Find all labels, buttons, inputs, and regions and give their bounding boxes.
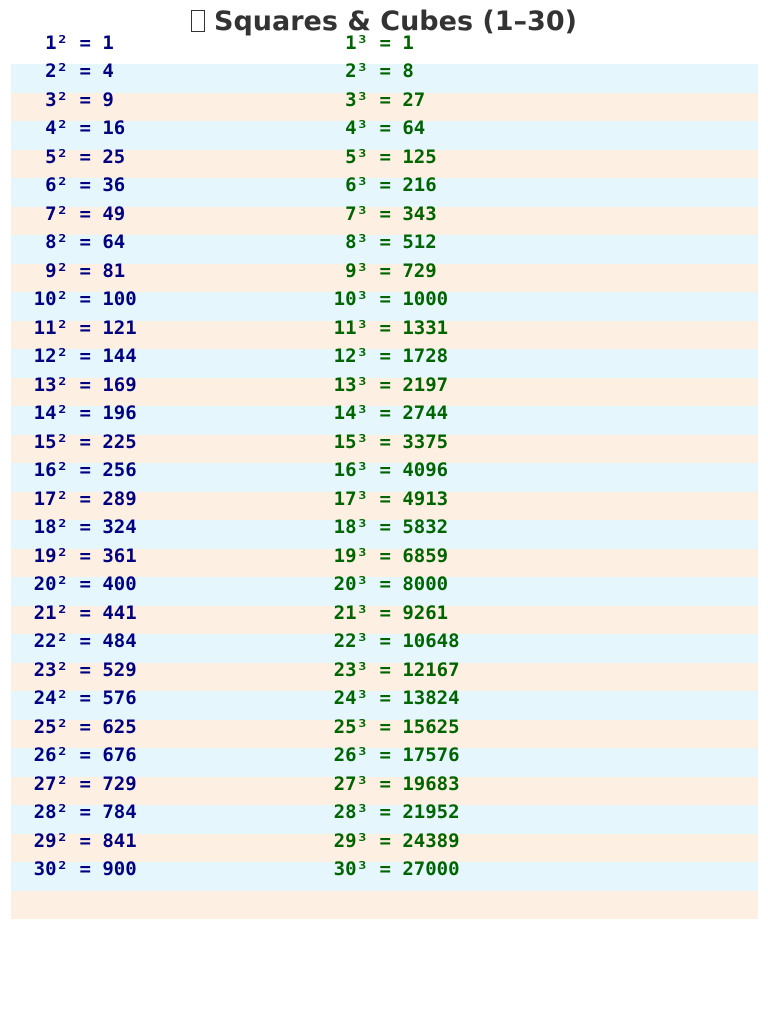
cube-base: 22³ [333,630,368,652]
cube-base: 27³ [333,772,368,795]
cube-value: = 2744 [368,402,449,424]
square-value: = 576 [68,687,137,709]
cube-base: 15³ [333,430,368,453]
cube-value: = 125 [368,145,437,168]
cube-base: 25³ [333,715,368,738]
square-base: 21² [33,601,68,624]
cube-base: 28³ [333,801,368,823]
cube-base: 9³ [345,259,368,282]
table-row [11,29,758,58]
square-base: 3² [45,88,68,111]
table-row [11,143,758,172]
table-row [11,57,758,86]
cube-value: = 729 [368,259,437,282]
cube-value: = 4913 [368,487,449,510]
table-row [11,314,758,343]
cube-base: 18³ [333,516,368,538]
table-row [11,257,758,286]
table-row [11,228,758,257]
square-value: = 49 [68,202,126,225]
square-base: 15² [33,430,68,453]
table-row [11,285,758,314]
table-row [11,171,758,200]
cube-value: = 15625 [368,715,460,738]
square-base: 7² [45,202,68,225]
square-value: = 289 [68,487,137,510]
cube-base: 29³ [333,829,368,852]
table-row [11,114,758,143]
cube-base: 23³ [333,658,368,681]
table-row [11,200,758,229]
cube-value: = 64 [368,117,426,139]
square-base: 27² [33,772,68,795]
cube-base: 30³ [333,858,368,880]
cube-base: 16³ [333,459,368,481]
square-value: = 25 [68,145,126,168]
table-row [11,371,758,400]
square-base: 6² [45,174,68,196]
square-base: 29² [33,829,68,852]
square-value: = 64 [68,231,126,253]
square-value: = 121 [68,316,137,339]
square-base: 25² [33,715,68,738]
table-row [11,428,758,457]
table-row [11,342,758,371]
cube-value: = 8000 [368,573,449,595]
cube-base: 19³ [333,544,368,567]
square-base: 13² [33,373,68,396]
square-value: = 841 [68,829,137,852]
cube-base: 21³ [333,601,368,624]
table-row [11,513,758,542]
cube-base: 11³ [333,316,368,339]
square-base: 1² [45,31,68,54]
table-row [11,570,758,599]
square-base: 12² [33,345,68,367]
square-value: = 400 [68,573,137,595]
cube-base: 13³ [333,373,368,396]
cube-base: 24³ [333,687,368,709]
square-base: 28² [33,801,68,823]
cube-value: = 13824 [368,687,460,709]
square-value: = 900 [68,858,137,880]
square-base: 5² [45,145,68,168]
row-band [11,891,758,920]
cube-base: 2³ [345,60,368,82]
square-base: 11² [33,316,68,339]
table-row [11,741,758,770]
square-value: = 625 [68,715,137,738]
cube-base: 7³ [345,202,368,225]
cube-base: 20³ [333,573,368,595]
square-base: 20² [33,573,68,595]
cube-value: = 27000 [368,858,460,880]
square-value: = 324 [68,516,137,538]
square-base: 24² [33,687,68,709]
square-value: = 9 [68,88,114,111]
cube-value: = 3375 [368,430,449,453]
table-row [11,86,758,115]
cube-base: 12³ [333,345,368,367]
cube-value: = 27 [368,88,426,111]
table-row [11,627,758,656]
square-base: 18² [33,516,68,538]
cube-value: = 17576 [368,744,460,766]
table-row [11,656,758,685]
square-value: = 169 [68,373,137,396]
cube-value: = 21952 [368,801,460,823]
cube-value: = 19683 [368,772,460,795]
square-base: 2² [45,60,68,82]
square-value: = 361 [68,544,137,567]
cube-value: = 1 [368,31,414,54]
table-row [11,456,758,485]
cube-value: = 10648 [368,630,460,652]
table-row [11,485,758,514]
table-row [11,684,758,713]
square-base: 16² [33,459,68,481]
square-value: = 196 [68,402,137,424]
square-value: = 256 [68,459,137,481]
square-base: 4² [45,117,68,139]
table-row [11,827,758,856]
square-value: = 225 [68,430,137,453]
square-base: 19² [33,544,68,567]
square-value: = 784 [68,801,137,823]
cube-base: 3³ [345,88,368,111]
square-value: = 4 [68,60,114,82]
table-row [11,399,758,428]
cube-base: 10³ [333,288,368,310]
table-row [11,770,758,799]
cube-value: = 2197 [368,373,449,396]
cube-value: = 343 [368,202,437,225]
cube-base: 17³ [333,487,368,510]
square-base: 26² [33,744,68,766]
page-title-text: Squares & Cubes (1–30) [214,6,577,37]
square-value: = 729 [68,772,137,795]
table-row [11,599,758,628]
cube-value: = 6859 [368,544,449,567]
cube-base: 26³ [333,744,368,766]
square-base: 30² [33,858,68,880]
square-base: 10² [33,288,68,310]
square-value: = 441 [68,601,137,624]
square-base: 8² [45,231,68,253]
cube-base: 4³ [345,117,368,139]
table-row [11,798,758,827]
square-value: = 1 [68,31,114,54]
cube-value: = 216 [368,174,437,196]
cube-base: 14³ [333,402,368,424]
square-value: = 529 [68,658,137,681]
cube-base: 8³ [345,231,368,253]
cube-value: = 5832 [368,516,449,538]
cube-value: = 9261 [368,601,449,624]
cube-value: = 8 [368,60,414,82]
cube-base: 1³ [345,31,368,54]
table-row [11,542,758,571]
square-base: 9² [45,259,68,282]
square-value: = 144 [68,345,137,367]
cube-value: = 12167 [368,658,460,681]
square-value: = 36 [68,174,126,196]
square-value: = 484 [68,630,137,652]
square-base: 17² [33,487,68,510]
square-base: 22² [33,630,68,652]
square-base: 23² [33,658,68,681]
cube-base: 6³ [345,174,368,196]
cube-value: = 1728 [368,345,449,367]
square-value: = 676 [68,744,137,766]
square-base: 14² [33,402,68,424]
cube-value: = 24389 [368,829,460,852]
squares-cubes-table [11,31,758,919]
cube-value: = 512 [368,231,437,253]
square-value: = 81 [68,259,126,282]
cube-base: 5³ [345,145,368,168]
cube-value: = 4096 [368,459,449,481]
cube-value: = 1000 [368,288,449,310]
cube-value: = 1331 [368,316,449,339]
square-value: = 100 [68,288,137,310]
table-row [11,855,758,884]
square-value: = 16 [68,117,126,139]
table-row [11,713,758,742]
